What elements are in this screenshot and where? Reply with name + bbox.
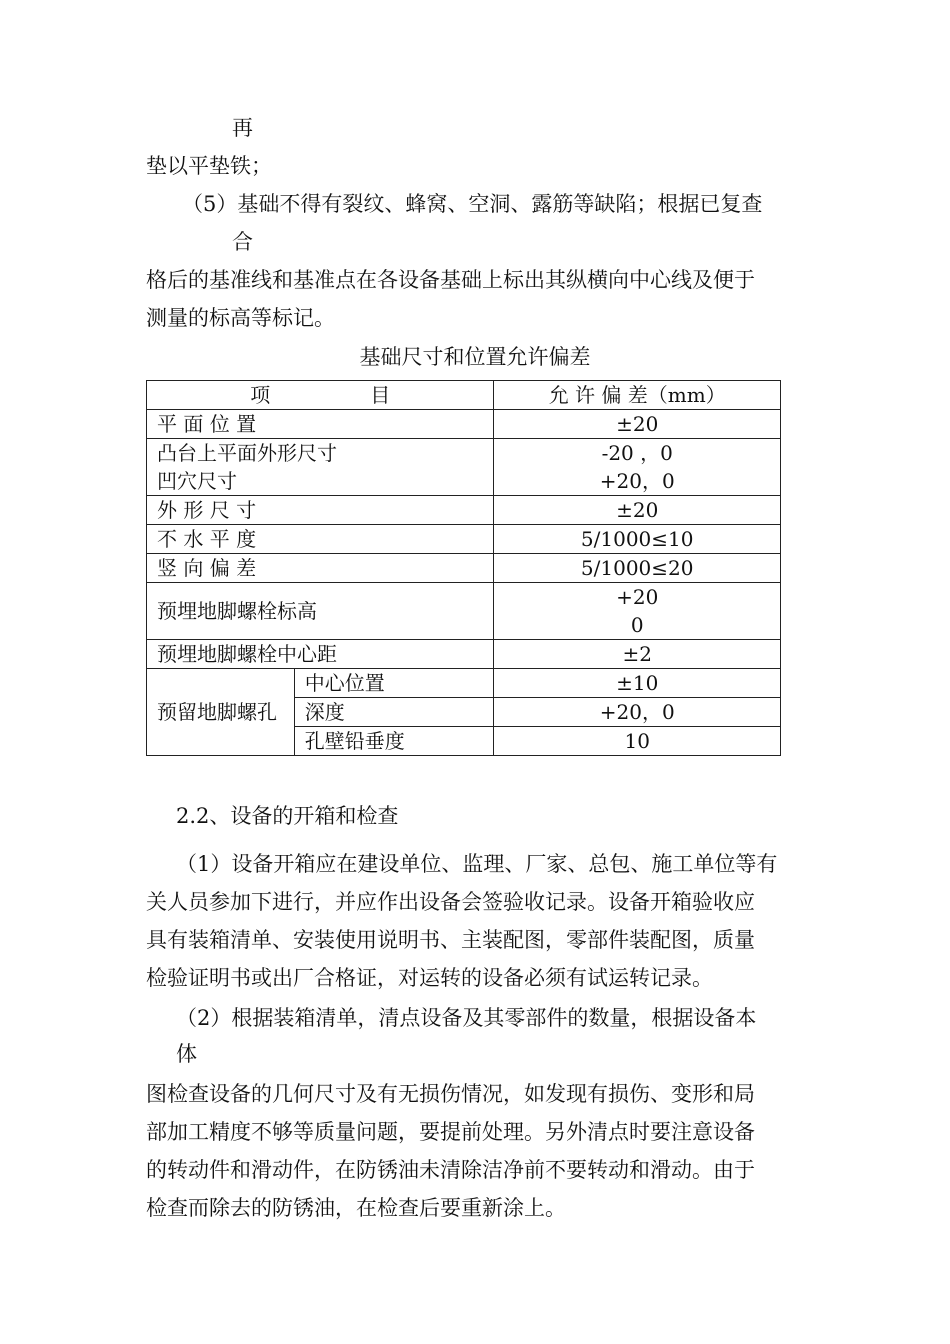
table-row — [147, 583, 781, 640]
row-item — [147, 439, 494, 496]
table-row — [147, 525, 781, 554]
row-item: 竖 向 偏 差 — [147, 554, 494, 583]
row-subitem: 孔壁铅垂度 — [294, 727, 494, 756]
table-row — [147, 554, 781, 583]
row-item: 平 面 位 置 — [147, 410, 494, 439]
paragraph-line: 体 — [176, 1042, 197, 1066]
row-subitem: 中心位置 — [294, 669, 494, 698]
paragraph-line: 检验证明书或出厂合格证，对运转的设备必须有试运转记录。 — [146, 966, 713, 990]
row-tolerance: ±2 — [494, 640, 781, 669]
row-tolerance: ±20 — [494, 496, 781, 525]
table-header-row — [147, 381, 781, 410]
row-item: 不 水 平 度 — [147, 525, 494, 554]
row-tolerance: 10 — [494, 727, 781, 756]
row-item: 外 形 尺 寸 — [147, 496, 494, 525]
header-tolerance: 允 许 偏 差（mm） — [494, 381, 781, 410]
text-line: 再 — [232, 116, 253, 140]
table-row — [147, 640, 781, 669]
row-tolerance-b: 0 — [630, 613, 644, 637]
row-item: 预埋地脚螺栓中心距 — [147, 640, 494, 669]
table-row — [147, 496, 781, 525]
row-tolerance: ±20 — [494, 410, 781, 439]
table-caption: 基础尺寸和位置允许偏差 — [359, 345, 591, 369]
paragraph-line: （1）设备开箱应在建设单位、监理、厂家、总包、施工单位等有 — [176, 852, 778, 876]
paragraph-line: 图检查设备的几何尺寸及有无损伤情况，如发现有损伤、变形和局 — [146, 1082, 755, 1106]
paragraph-line: （2）根据装箱清单，清点设备及其零部件的数量，根据设备本 — [176, 1006, 757, 1030]
paragraph-line: 部加工精度不够等质量问题，要提前处理。另外清点时要注意设备 — [146, 1120, 755, 1144]
table-row — [147, 669, 781, 698]
paragraph-line: 具有装箱清单、安装使用说明书、主装配图，零部件装配图，质量 — [146, 928, 755, 952]
paragraph-line: 的转动件和滑动件，在防锈油未清除洁净前不要转动和滑动。由于 — [146, 1158, 755, 1182]
table-row — [147, 439, 781, 496]
text-line: 垫以平垫铁； — [146, 154, 272, 178]
header-item: 项 目 — [147, 381, 494, 410]
row-tolerance: 5/1000≤10 — [494, 525, 781, 554]
row-item-a: 凸台上平面外形尺寸 — [157, 441, 337, 465]
row-tolerance-a: +20 — [616, 585, 659, 609]
row-tolerance: 5/1000≤20 — [494, 554, 781, 583]
text-line: 测量的标高等标记。 — [146, 306, 335, 330]
text-line: 合 — [232, 230, 253, 254]
table-row — [147, 410, 781, 439]
paragraph-line: 关人员参加下进行，并应作出设备会签验收记录。设备开箱验收应 — [146, 890, 755, 914]
row-tolerance — [494, 439, 781, 496]
row-item: 预埋地脚螺栓标高 — [147, 583, 494, 640]
section-heading: 2.2、设备的开箱和检查 — [176, 804, 399, 828]
row-item-b: 凹穴尺寸 — [157, 469, 237, 493]
row-tolerance: +20，0 — [494, 698, 781, 727]
text-line: 格后的基准线和基准点在各设备基础上标出其纵横向中心线及便于 — [146, 268, 755, 292]
row-subitem: 深度 — [294, 698, 494, 727]
tolerance-table — [146, 380, 781, 756]
paragraph-line: 检查而除去的防锈油，在检查后要重新涂上。 — [146, 1196, 566, 1220]
row-group-item: 预留地脚螺孔 — [147, 669, 295, 756]
row-tolerance-a: -20 ，0 — [601, 441, 673, 465]
row-tolerance-b: +20，0 — [599, 469, 675, 493]
text-line: （5）基础不得有裂纹、蜂窝、空洞、露筋等缺陷；根据已复查 — [182, 192, 763, 216]
row-tolerance: ±10 — [494, 669, 781, 698]
row-tolerance — [494, 583, 781, 640]
